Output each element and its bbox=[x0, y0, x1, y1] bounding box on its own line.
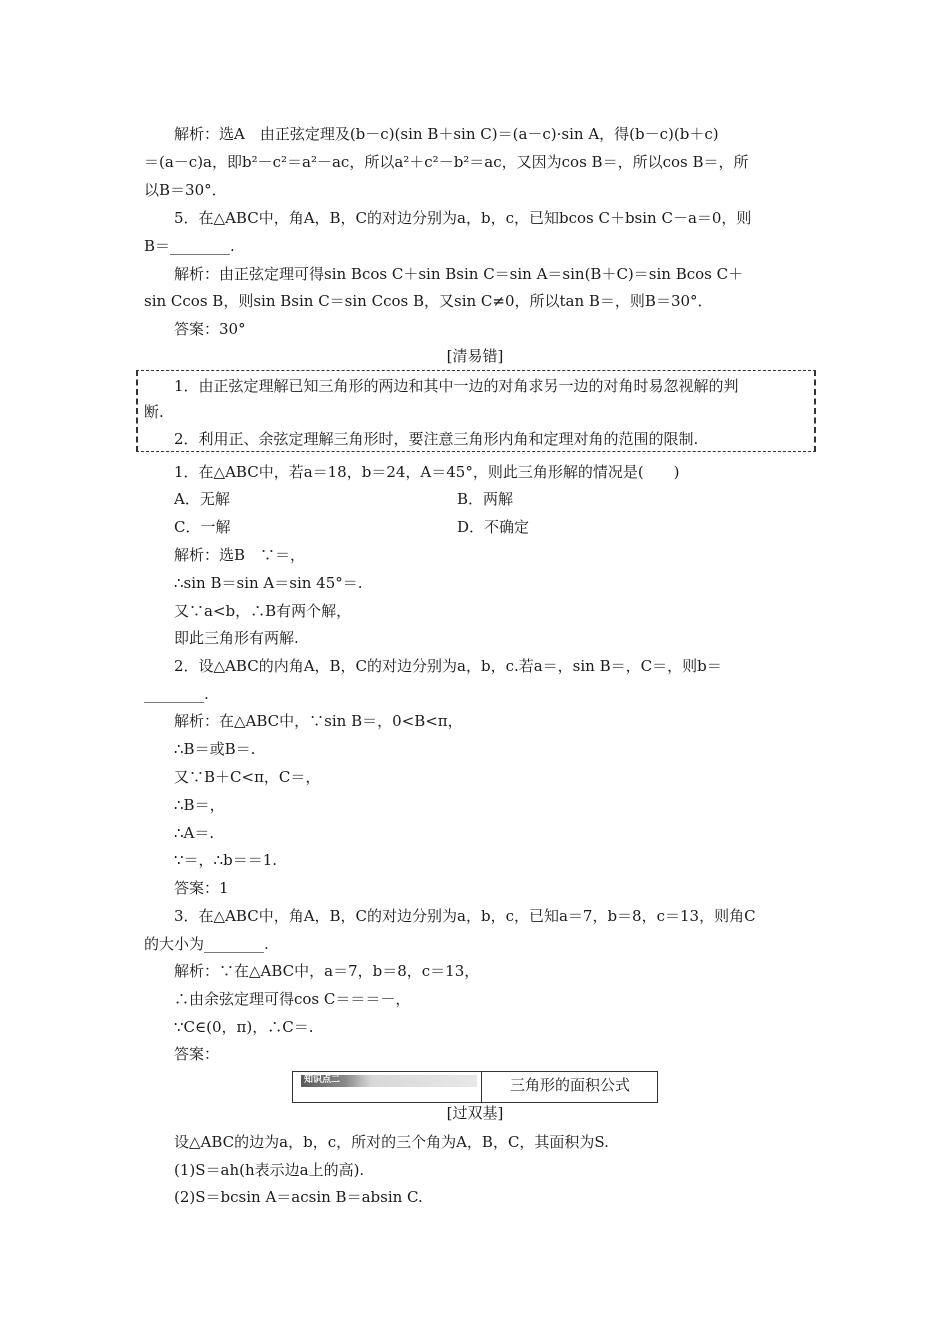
ln-29: 答案：1 bbox=[174, 879, 229, 897]
ln-11: 2．利用正、余弦定理解三角形时，要注意三角形内角和定理对角的范围的限制. bbox=[174, 430, 699, 448]
ln-26: ∴B＝， bbox=[174, 796, 225, 814]
ln-2: 以B＝30°． bbox=[144, 181, 227, 199]
ln-18: ∴sin B＝sin A＝sin 45°＝. bbox=[174, 574, 363, 592]
knowledge-point-title: 三角形的面积公式 bbox=[509, 1076, 630, 1094]
ln-15: C．一解 bbox=[174, 518, 231, 536]
ln-21: 2．设△ABC的内角A，B，C的对边分别为a，b，c.若a＝，sin B＝，C＝，则b＝ bbox=[174, 657, 722, 675]
ln-12: 1．在△ABC中，若a＝18，b＝24，A＝45°，则此三角形解的情况是( ) bbox=[174, 463, 680, 481]
error-box bbox=[136, 370, 816, 452]
ln-34: ∵C∈(0，π)，∴C＝. bbox=[174, 1018, 314, 1036]
ln-25: 又∵B＋C<π，C＝， bbox=[174, 768, 321, 786]
ln-28: ∵＝，∴b＝＝1. bbox=[174, 851, 278, 869]
ln-31: 的大小为________. bbox=[144, 935, 269, 953]
ln-24: ∴B＝或B＝. bbox=[174, 740, 256, 758]
ln-35: 答案： bbox=[174, 1045, 220, 1063]
section-heading-basics: [过双基] bbox=[446, 1104, 504, 1122]
ln-14: B．两解 bbox=[457, 490, 514, 508]
ln-40: (1)S＝ah(h表示边a上的高). bbox=[174, 1161, 365, 1179]
ln-4: B＝________. bbox=[144, 237, 235, 255]
ln-39: 设△ABC的边为a，b，c，所对的三个角为A，B，C，其面积为S. bbox=[174, 1133, 609, 1151]
ln-23: 解析：在△ABC中，∵sin B＝，0<B<π， bbox=[174, 712, 463, 730]
ln-9: 1．由正弦定理解已知三角形的两边和其中一边的对角求另一边的对角时易忽视解的判 bbox=[174, 377, 739, 395]
ln-16: D．不确定 bbox=[457, 518, 530, 536]
ln-10: 断. bbox=[144, 403, 164, 421]
ln-17: 解析：选B ∵＝， bbox=[174, 546, 306, 564]
ln-6: sin Ccos B，则sin Bsin C＝sin Ccos B，又sin C≠0，所以tan B＝，则B＝30°． bbox=[144, 292, 713, 310]
ln-7: 答案：30° bbox=[174, 320, 246, 338]
ln-27: ∴A＝. bbox=[174, 824, 215, 842]
ln-33: ∴由余弦定理可得cos C＝＝＝－， bbox=[174, 990, 411, 1008]
ln-13: A．无解 bbox=[174, 490, 230, 508]
ln-22: ________. bbox=[144, 685, 209, 703]
ln-5: 解析：由正弦定理可得sin Bcos C＋sin Bsin C＝sin A＝sin(B＋C)＝sin Bcos C＋ bbox=[174, 265, 744, 283]
knowledge-point-tag: 知识点二 bbox=[301, 1075, 477, 1087]
ln-3: 5．在△ABC中，角A，B，C的对边分别为a，b，c，已知bcos C＋bsin C－a＝0，则 bbox=[174, 209, 752, 227]
ln-1: ＝(a－c)a，即b²－c²＝a²－ac，所以a²＋c²－b²＝ac，又因为cos B＝，所以cos B＝，所 bbox=[144, 153, 749, 171]
kp-divider bbox=[481, 1072, 482, 1102]
ln-41: (2)S＝bcsin A＝acsin B＝absin C. bbox=[174, 1188, 423, 1206]
knowledge-point-box bbox=[292, 1071, 658, 1103]
ln-0: 解析：选A 由正弦定理及(b－c)(sin B＋sin C)＝(a－c)·sin A，得(b－c)(b＋c) bbox=[174, 125, 719, 143]
ln-20: 即此三角形有两解. bbox=[174, 629, 299, 647]
ln-30: 3．在△ABC中，角A，B，C的对边分别为a，b，c，已知a＝7，b＝8，c＝13，则角C bbox=[174, 907, 756, 925]
ln-32: 解析：∵在△ABC中，a＝7，b＝8，c＝13， bbox=[174, 962, 480, 980]
section-heading-errors: [清易错] bbox=[446, 347, 504, 365]
ln-19: 又∵a<b，∴B有两个解， bbox=[174, 602, 352, 620]
